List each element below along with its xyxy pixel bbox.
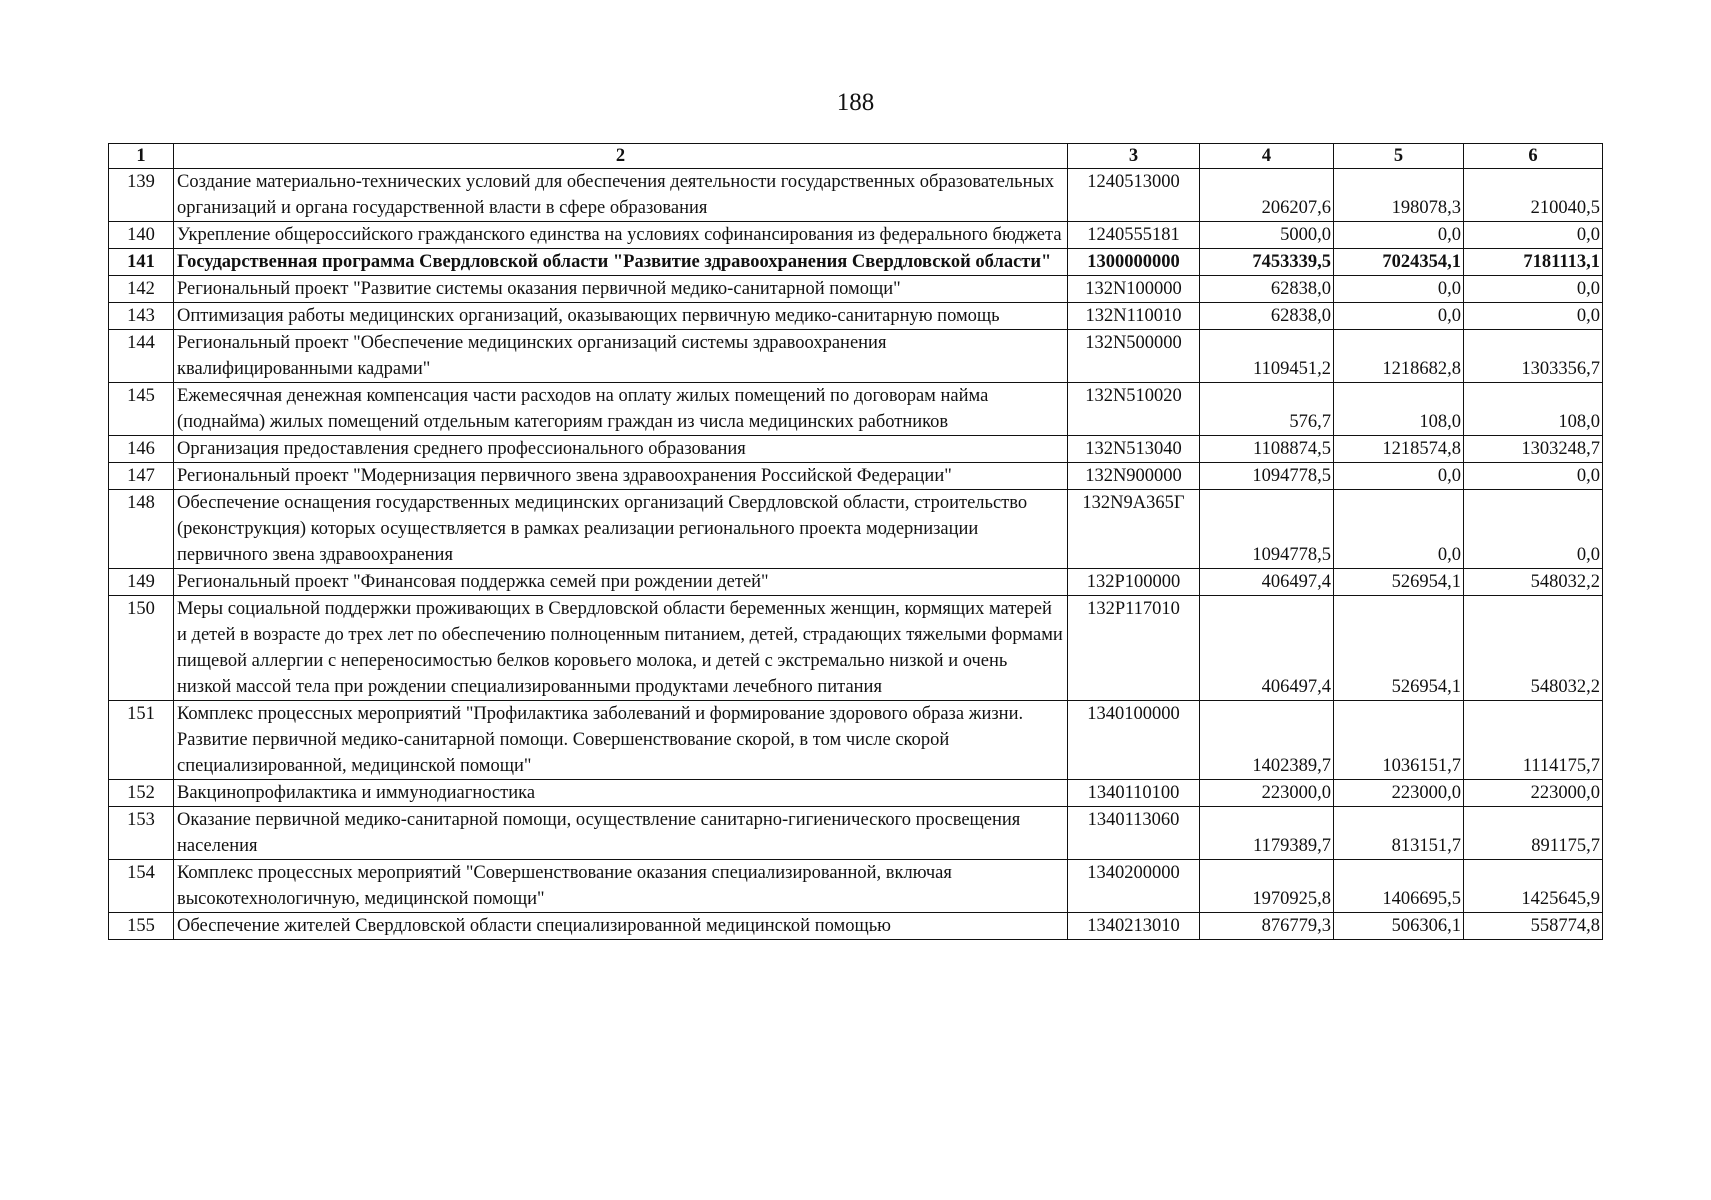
row-value-col6-cell: 1303356,7 — [1464, 330, 1603, 383]
row-number-cell: 155 — [109, 913, 174, 940]
header-col-6: 6 — [1464, 144, 1603, 169]
row-value-col4-cell: 1094778,5 — [1200, 463, 1334, 490]
row-value-col6-cell: 1114175,7 — [1464, 701, 1603, 780]
table-row — [109, 860, 1603, 913]
row-name-cell: Организация предоставления среднего профессионального образования — [174, 436, 1068, 463]
row-value-col6-cell: 891175,7 — [1464, 807, 1603, 860]
header-col-3: 3 — [1068, 144, 1200, 169]
table-row — [109, 596, 1603, 701]
row-value-col6-cell: 0,0 — [1464, 276, 1603, 303]
table-row — [109, 436, 1603, 463]
row-number-cell: 151 — [109, 701, 174, 780]
row-number-cell: 141 — [109, 249, 174, 276]
row-value-col5-cell: 223000,0 — [1334, 780, 1464, 807]
row-name-cell: Региональный проект "Развитие системы оказания первичной медико-санитарной помощи" — [174, 276, 1068, 303]
row-name-cell: Оптимизация работы медицинских организаций, оказывающих первичную медико-санитарную помощь — [174, 303, 1068, 330]
row-code-cell: 1240555181 — [1068, 222, 1200, 249]
row-value-col6-cell: 1303248,7 — [1464, 436, 1603, 463]
row-name-cell: Укрепление общероссийского гражданского единства на условиях софинансирования из федерального бюджета — [174, 222, 1068, 249]
page-number: 188 — [836, 89, 875, 116]
row-value-col6-cell: 558774,8 — [1464, 913, 1603, 940]
row-value-col5-cell: 1218574,8 — [1334, 436, 1464, 463]
table-row — [109, 249, 1603, 276]
table-row — [109, 490, 1603, 569]
row-value-col5-cell: 813151,7 — [1334, 807, 1464, 860]
row-code-cell: 1300000000 — [1068, 249, 1200, 276]
table-row — [109, 780, 1603, 807]
row-value-col5-cell: 0,0 — [1334, 303, 1464, 330]
row-number-cell: 148 — [109, 490, 174, 569]
row-code-cell: 132P117010 — [1068, 596, 1200, 701]
row-value-col4-cell: 1108874,5 — [1200, 436, 1334, 463]
row-value-col5-cell: 108,0 — [1334, 383, 1464, 436]
table-row — [109, 569, 1603, 596]
row-value-col5-cell: 1036151,7 — [1334, 701, 1464, 780]
row-code-cell: 1340213010 — [1068, 913, 1200, 940]
row-name-cell: Региональный проект "Обеспечение медицинских организаций системы здравоохранения квалифицированными кадрами" — [174, 330, 1068, 383]
row-value-col4-cell: 1094778,5 — [1200, 490, 1334, 569]
row-value-col4-cell: 406497,4 — [1200, 596, 1334, 701]
row-value-col5-cell: 0,0 — [1334, 222, 1464, 249]
row-value-col5-cell: 1406695,5 — [1334, 860, 1464, 913]
row-value-col4-cell: 206207,6 — [1200, 169, 1334, 222]
row-value-col6-cell: 548032,2 — [1464, 596, 1603, 701]
header-col-4: 4 — [1200, 144, 1334, 169]
row-number-cell: 147 — [109, 463, 174, 490]
budget-table — [108, 143, 1603, 940]
row-code-cell: 1340113060 — [1068, 807, 1200, 860]
row-value-col6-cell: 0,0 — [1464, 463, 1603, 490]
row-code-cell: 1240513000 — [1068, 169, 1200, 222]
row-code-cell: 132P100000 — [1068, 569, 1200, 596]
row-value-col6-cell: 7181113,1 — [1464, 249, 1603, 276]
row-name-cell: Комплекс процессных мероприятий "Профилактика заболеваний и формирование здорового образа жизни. Развитие первичной медико-санитарной помощи. Совершенствование скорой, в том числе скорой специализированной, медицинской помощи" — [174, 701, 1068, 780]
row-number-cell: 139 — [109, 169, 174, 222]
row-value-col4-cell: 1109451,2 — [1200, 330, 1334, 383]
row-value-col6-cell: 108,0 — [1464, 383, 1603, 436]
header-col-5: 5 — [1334, 144, 1464, 169]
row-value-col4-cell: 62838,0 — [1200, 303, 1334, 330]
row-value-col5-cell: 506306,1 — [1334, 913, 1464, 940]
row-code-cell: 132N9A365Г — [1068, 490, 1200, 569]
row-number-cell: 154 — [109, 860, 174, 913]
row-name-cell: Региональный проект "Модернизация первичного звена здравоохранения Российской Федерации" — [174, 463, 1068, 490]
row-code-cell: 132N100000 — [1068, 276, 1200, 303]
row-name-cell: Государственная программа Свердловской области "Развитие здравоохранения Свердловской области" — [174, 249, 1068, 276]
row-number-cell: 142 — [109, 276, 174, 303]
row-value-col4-cell: 5000,0 — [1200, 222, 1334, 249]
row-value-col5-cell: 526954,1 — [1334, 569, 1464, 596]
row-value-col5-cell: 0,0 — [1334, 490, 1464, 569]
row-value-col5-cell: 526954,1 — [1334, 596, 1464, 701]
row-value-col4-cell: 406497,4 — [1200, 569, 1334, 596]
row-name-cell: Создание материально-технических условий для обеспечения деятельности государственных образовательных организаций и органа государственной власти в сфере образования — [174, 169, 1068, 222]
row-value-col5-cell: 198078,3 — [1334, 169, 1464, 222]
table-row — [109, 330, 1603, 383]
row-code-cell: 132N110010 — [1068, 303, 1200, 330]
row-name-cell: Обеспечение жителей Свердловской области специализированной медицинской помощью — [174, 913, 1068, 940]
table-body — [109, 169, 1603, 940]
row-code-cell: 1340110100 — [1068, 780, 1200, 807]
row-number-cell: 145 — [109, 383, 174, 436]
row-number-cell: 146 — [109, 436, 174, 463]
row-number-cell: 150 — [109, 596, 174, 701]
row-value-col4-cell: 1179389,7 — [1200, 807, 1334, 860]
row-value-col5-cell: 1218682,8 — [1334, 330, 1464, 383]
row-number-cell: 143 — [109, 303, 174, 330]
table-row — [109, 383, 1603, 436]
row-number-cell: 153 — [109, 807, 174, 860]
row-number-cell: 144 — [109, 330, 174, 383]
row-value-col6-cell: 223000,0 — [1464, 780, 1603, 807]
row-value-col5-cell: 0,0 — [1334, 276, 1464, 303]
row-code-cell: 132N900000 — [1068, 463, 1200, 490]
row-code-cell: 132N510020 — [1068, 383, 1200, 436]
row-value-col6-cell: 0,0 — [1464, 303, 1603, 330]
row-name-cell: Вакцинопрофилактика и иммунодиагностика — [174, 780, 1068, 807]
row-name-cell: Комплекс процессных мероприятий "Совершенствование оказания специализированной, включая высокотехнологичную, медицинской помощи" — [174, 860, 1068, 913]
row-name-cell: Региональный проект "Финансовая поддержка семей при рождении детей" — [174, 569, 1068, 596]
row-value-col5-cell: 7024354,1 — [1334, 249, 1464, 276]
row-number-cell: 152 — [109, 780, 174, 807]
row-value-col4-cell: 576,7 — [1200, 383, 1334, 436]
header-col-2: 2 — [174, 144, 1068, 169]
row-name-cell: Оказание первичной медико-санитарной помощи, осуществление санитарно-гигиенического просвещения населения — [174, 807, 1068, 860]
row-value-col6-cell: 0,0 — [1464, 222, 1603, 249]
table-row — [109, 169, 1603, 222]
table-row — [109, 807, 1603, 860]
row-value-col6-cell: 1425645,9 — [1464, 860, 1603, 913]
table-row — [109, 913, 1603, 940]
table-row — [109, 463, 1603, 490]
row-number-cell: 149 — [109, 569, 174, 596]
table-row — [109, 276, 1603, 303]
row-value-col4-cell: 62838,0 — [1200, 276, 1334, 303]
row-code-cell: 1340100000 — [1068, 701, 1200, 780]
row-code-cell: 1340200000 — [1068, 860, 1200, 913]
row-value-col4-cell: 1402389,7 — [1200, 701, 1334, 780]
row-value-col6-cell: 548032,2 — [1464, 569, 1603, 596]
row-value-col4-cell: 876779,3 — [1200, 913, 1334, 940]
table-row — [109, 701, 1603, 780]
row-code-cell: 132N513040 — [1068, 436, 1200, 463]
row-name-cell: Меры социальной поддержки проживающих в Свердловской области беременных женщин, кормящих матерей и детей в возрасте до трех лет по обеспечению полноценным питанием, детей, страдающих тяжелыми формами пищевой аллергии с непереносимостью белков коровьего молока, и детей с экстремально низкой и очень низкой массой тела при рождении специализированными продуктами лечебного питания — [174, 596, 1068, 701]
row-name-cell: Ежемесячная денежная компенсация части расходов на оплату жилых помещений по договорам найма (поднайма) жилых помещений отдельным категориям граждан из числа медицинских работников — [174, 383, 1068, 436]
row-value-col6-cell: 210040,5 — [1464, 169, 1603, 222]
row-number-cell: 140 — [109, 222, 174, 249]
table-header-row — [109, 144, 1603, 169]
table-row — [109, 303, 1603, 330]
row-name-cell: Обеспечение оснащения государственных медицинских организаций Свердловской области, строительство (реконструкция) которых осуществляется в рамках реализации регионального проекта модернизации первичного звена здравоохранения — [174, 490, 1068, 569]
row-value-col6-cell: 0,0 — [1464, 490, 1603, 569]
row-value-col4-cell: 7453339,5 — [1200, 249, 1334, 276]
row-value-col4-cell: 223000,0 — [1200, 780, 1334, 807]
header-col-1: 1 — [109, 144, 174, 169]
row-code-cell: 132N500000 — [1068, 330, 1200, 383]
budget-table-container — [108, 143, 1602, 940]
row-value-col4-cell: 1970925,8 — [1200, 860, 1334, 913]
table-row — [109, 222, 1603, 249]
row-value-col5-cell: 0,0 — [1334, 463, 1464, 490]
